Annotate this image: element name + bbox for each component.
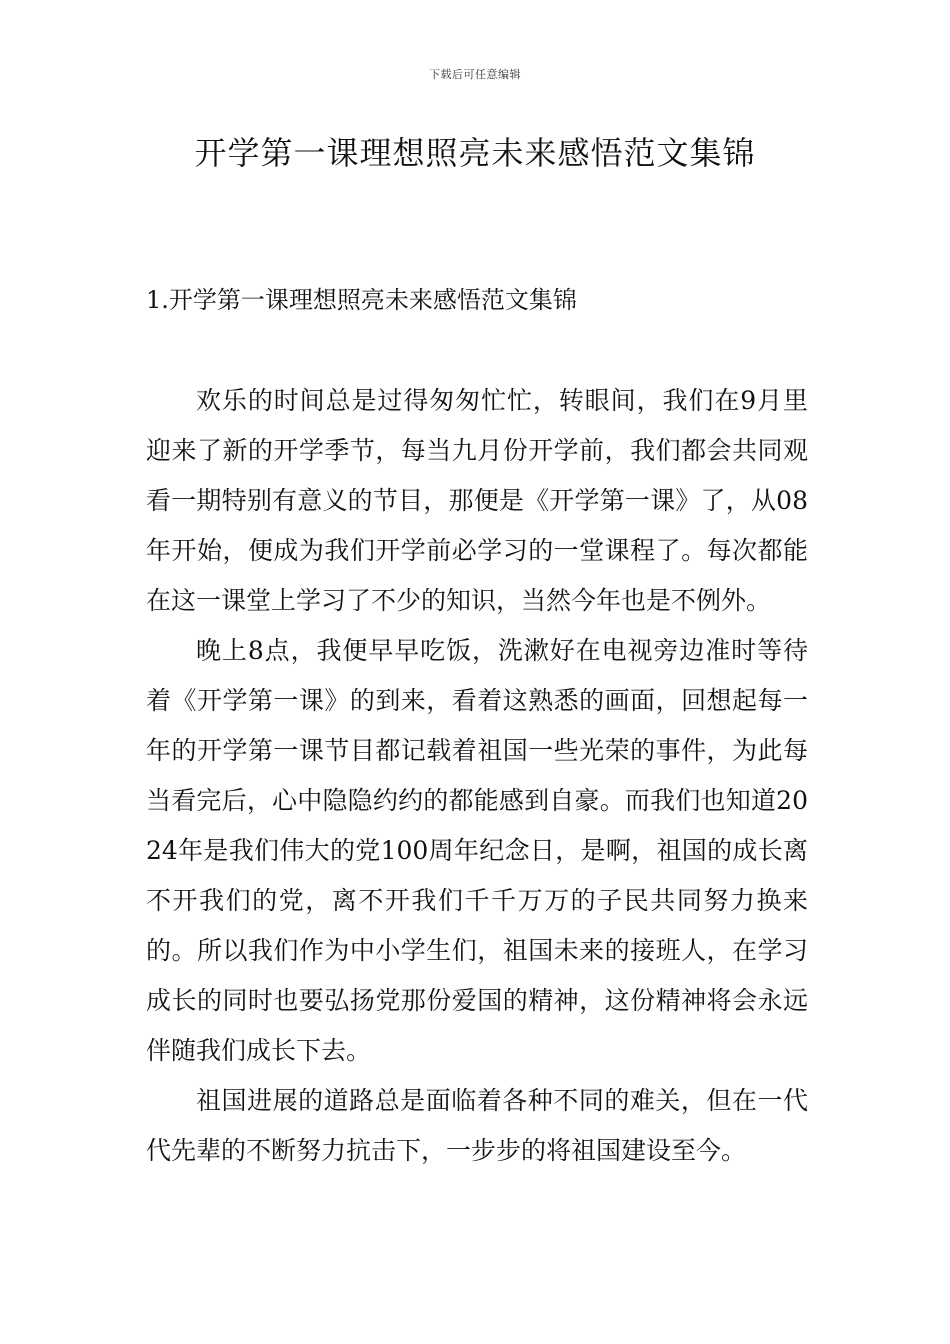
section-heading: 1.开学第一课理想照亮未来感悟范文集锦 — [146, 286, 577, 314]
document-title: 开学第一课理想照亮未来感悟范文集锦 — [194, 134, 756, 172]
header-note: 下载后可任意编辑 — [429, 68, 521, 81]
paragraph: 晚上8点，我便早早吃饭，洗漱好在电视旁边准时等待着《开学第一课》的到来，看着这熟悉的画面，回想起每一年的开学第一课节目都记载着祖国一些光荣的事件，为此每当看完后，心中隐隐约约的都能感到自豪。而我们也知道2024年是我们伟大的党100周年纪念日，是啊，祖国的成长离不开我们的党，离不开我们千千万万的子民共同努力换来的。所以我们作为中小学生们，祖国未来的接班人，在学习成长的同时也要弘扬党那份爱国的精神，这份精神将会永远伴随我们成长下去。 — [146, 636, 808, 1065]
document-body — [146, 376, 808, 1176]
paragraph: 祖国进展的道路总是面临着各种不同的难关，但在一代代先辈的不断努力抗击下，一步步的将祖国建设至今。 — [146, 1086, 808, 1165]
paragraph: 欢乐的时间总是过得匆匆忙忙，转眼间，我们在9月里迎来了新的开学季节，每当九月份开学前，我们都会共同观看一期特别有意义的节目，那便是《开学第一课》了，从08年开始，便成为我们开学前必学习的一堂课程了。每次都能在这一课堂上学习了不少的知识，当然今年也是不例外。 — [146, 386, 808, 615]
